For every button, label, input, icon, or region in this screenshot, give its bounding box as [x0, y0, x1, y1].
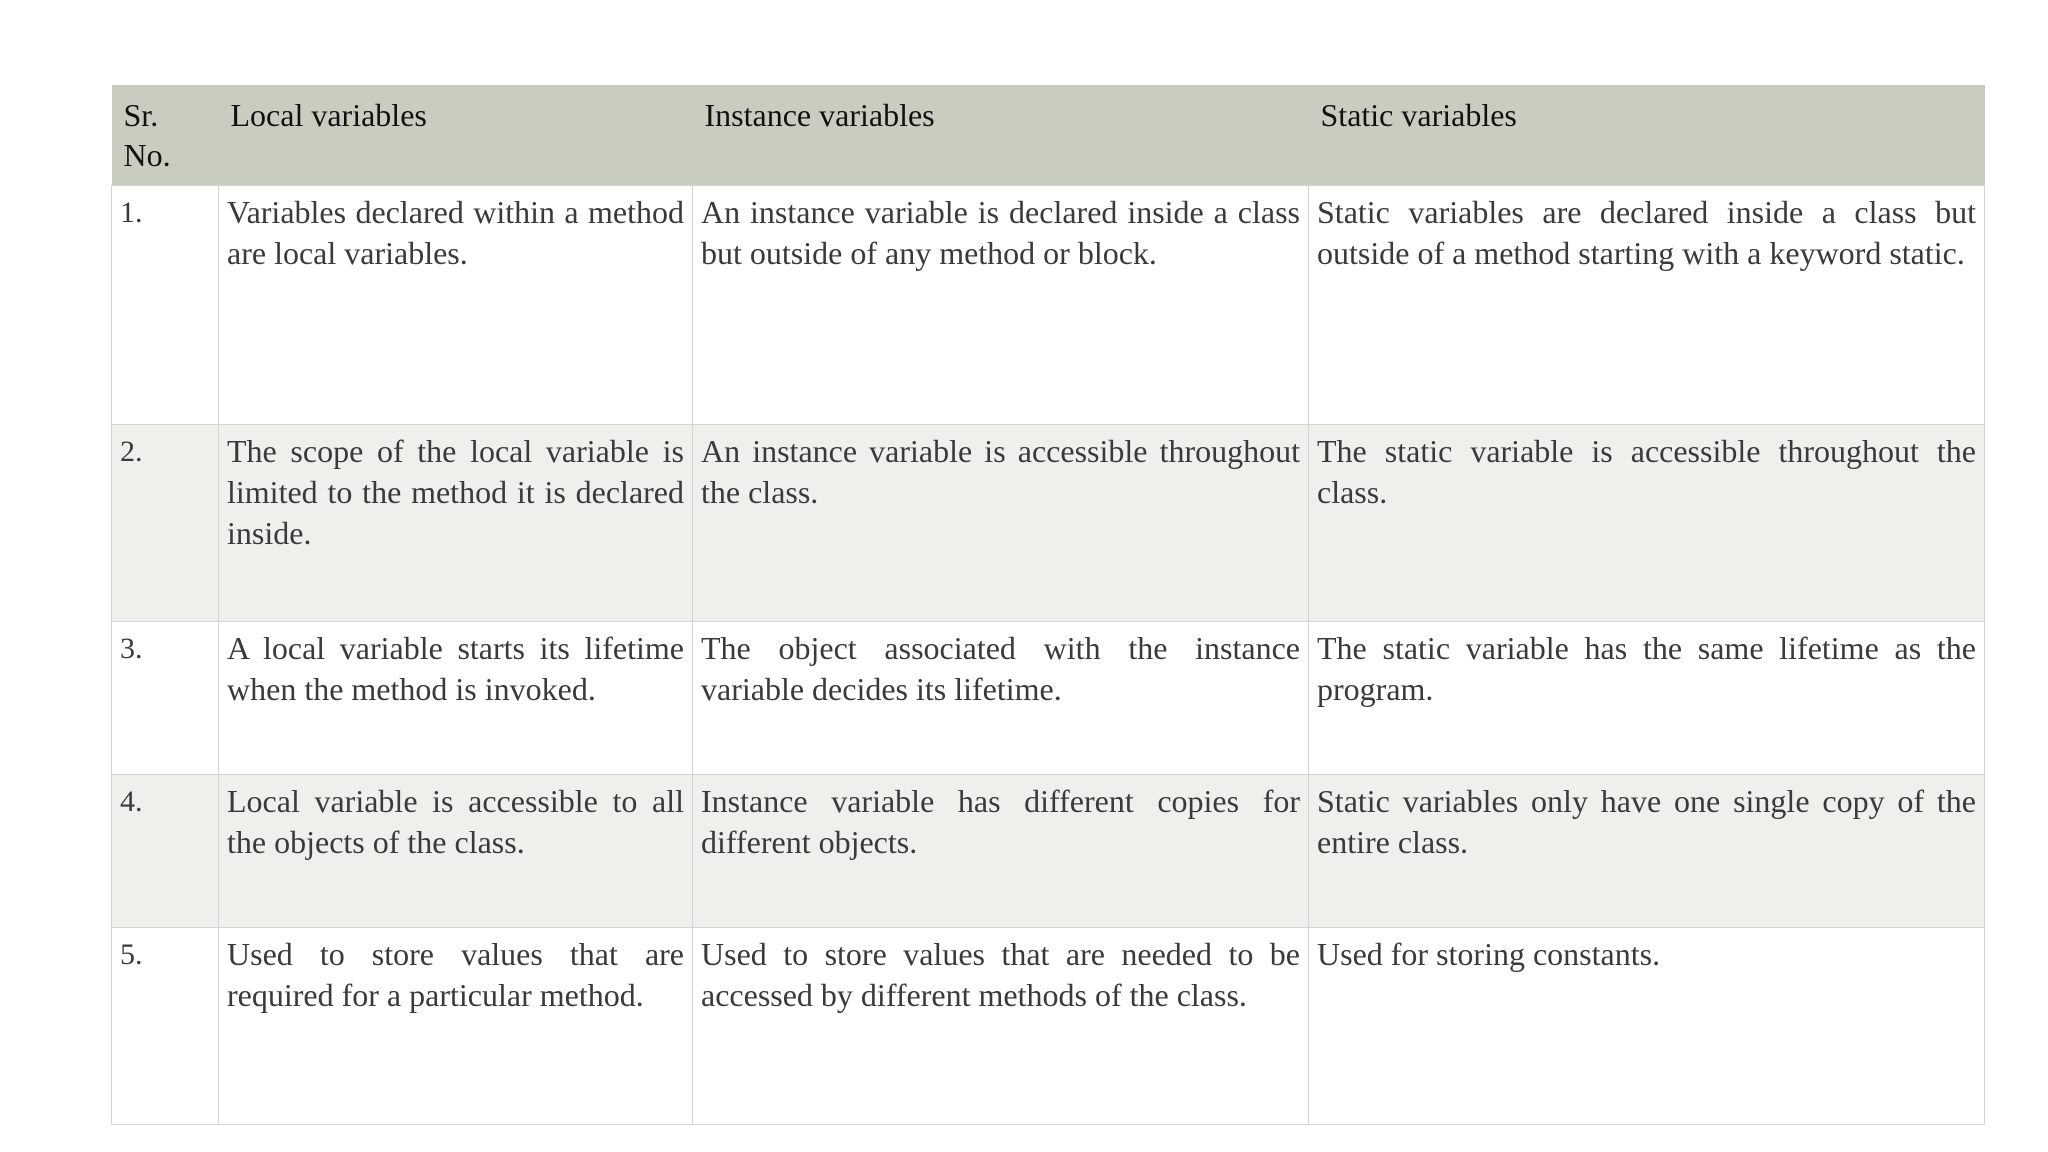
- local-variable-cell: Used to store values that are required for a particular method.: [219, 927, 693, 1124]
- static-variable-cell: Static variables only have one single copy of the entire class.: [1309, 774, 1985, 927]
- variables-comparison-table: [111, 85, 1985, 1125]
- row-number: 1.: [112, 185, 219, 424]
- table-header: [112, 85, 1985, 185]
- static-variable-cell: Used for storing constants.: [1309, 927, 1985, 1124]
- static-variable-cell: The static variable is accessible throughout the class.: [1309, 424, 1985, 621]
- table-row: [112, 927, 1985, 1124]
- local-variable-cell: The scope of the local variable is limited to the method it is declared inside.: [219, 424, 693, 621]
- comparison-table-container: [111, 85, 1984, 1125]
- table-body: [112, 185, 1985, 1124]
- local-variable-cell: A local variable starts its lifetime when the method is invoked.: [219, 621, 693, 774]
- table-row: [112, 185, 1985, 424]
- instance-variable-cell: The object associated with the instance variable decides its lifetime.: [693, 621, 1309, 774]
- local-variable-cell: Local variable is accessible to all the objects of the class.: [219, 774, 693, 927]
- header-instance-variables: Instance variables: [704, 97, 935, 133]
- row-number: 2.: [112, 424, 219, 621]
- header-row: [112, 85, 1985, 185]
- instance-variable-cell: Used to store values that are needed to be accessed by different methods of the class.: [693, 927, 1309, 1124]
- table-row: [112, 774, 1985, 927]
- instance-variable-cell: An instance variable is declared inside a class but outside of any method or block.: [693, 185, 1309, 424]
- local-variable-cell: Variables declared within a method are local variables.: [219, 185, 693, 424]
- row-number: 5.: [112, 927, 219, 1124]
- static-variable-cell: The static variable has the same lifetime as the program.: [1309, 621, 1985, 774]
- instance-variable-cell: An instance variable is accessible throughout the class.: [693, 424, 1309, 621]
- table-row: [112, 424, 1985, 621]
- table-row: [112, 621, 1985, 774]
- instance-variable-cell: Instance variable has different copies for different objects.: [693, 774, 1309, 927]
- header-static-variables: Static variables: [1320, 97, 1517, 133]
- header-sr-no: Sr. No.: [123, 97, 171, 173]
- static-variable-cell: Static variables are declared inside a class but outside of a method starting with a keyword static.: [1309, 185, 1985, 424]
- row-number: 3.: [112, 621, 219, 774]
- header-local-variables: Local variables: [230, 97, 427, 133]
- row-number: 4.: [112, 774, 219, 927]
